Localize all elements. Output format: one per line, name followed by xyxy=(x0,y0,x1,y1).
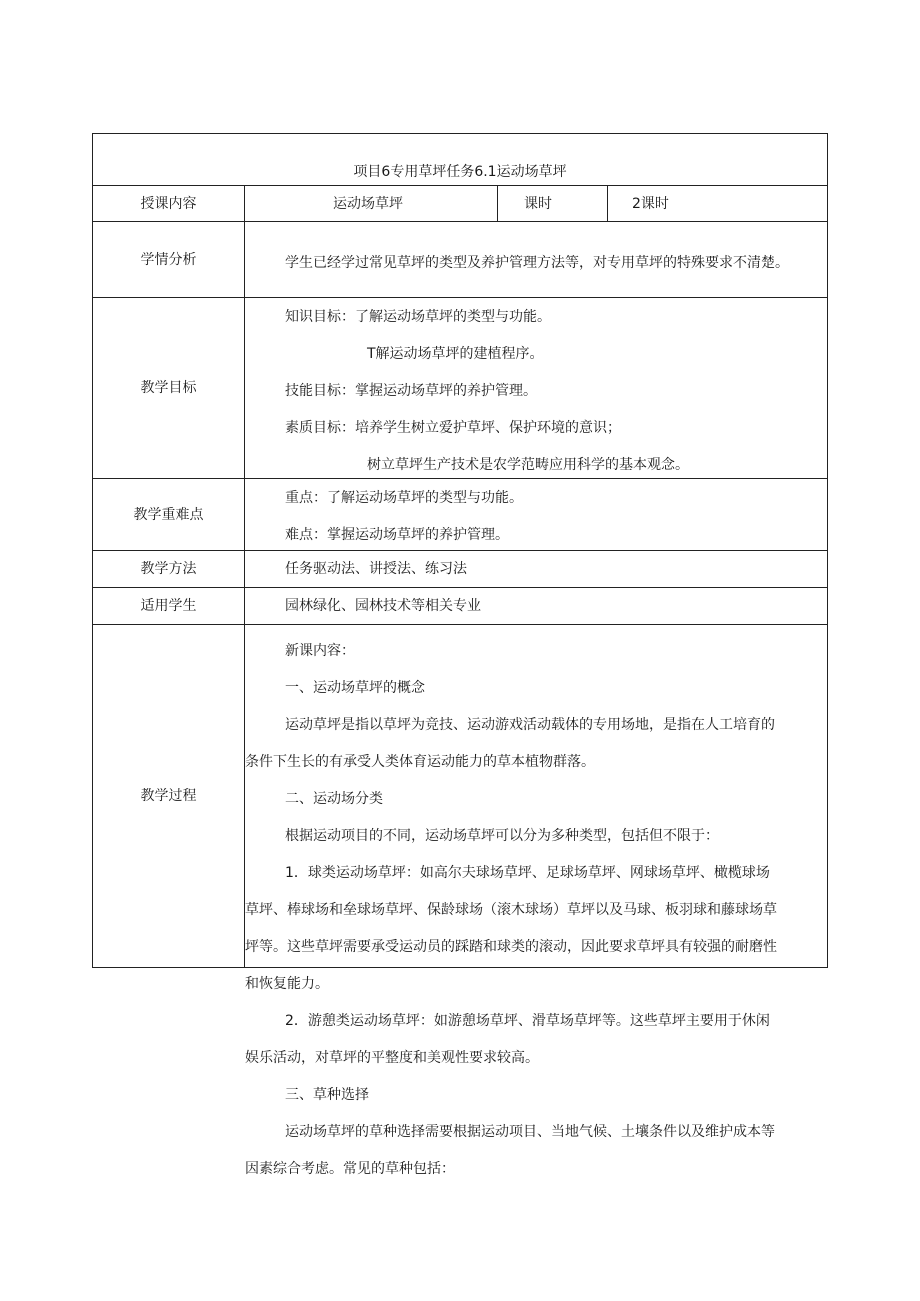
process-line: 因素综合考虑。常见的草种包括： xyxy=(245,1161,455,1177)
goal-line: T解运动场草坪的建植程序。 xyxy=(367,345,544,362)
process-line: 娱乐活动，对草坪的平整度和美观性要求较高。 xyxy=(245,1050,539,1066)
label-teaching-process: 教学过程 xyxy=(93,625,245,967)
process-line: 三、草种选择 xyxy=(285,1087,369,1103)
goal-line: 素质目标：培养学生树立爱护草坪、保护环境的意识； xyxy=(285,419,621,436)
value-learner-analysis: 学生已经学过常见草坪的类型及养护管理方法等，对专用草坪的特殊要求不清楚。 xyxy=(285,254,789,271)
process-line: 运动草坪是指以草坪为竞技、运动游戏活动载体的专用场地，是指在人工培育的 xyxy=(285,717,775,733)
key-point-line: 难点：掌握运动场草坪的养护管理。 xyxy=(285,526,509,543)
row-teaching-method xyxy=(93,550,827,587)
label-teaching-goals: 教学目标 xyxy=(93,298,245,478)
goal-line: 技能目标：掌握运动场草坪的养护管理。 xyxy=(285,382,537,399)
label-course-content: 授课内容 xyxy=(93,186,245,221)
value-course-content: 运动场草坪 xyxy=(245,186,498,221)
process-line: 坪等。这些草坪需要承受运动员的踩踏和球类的滚动，因此要求草坪具有较强的耐磨性 xyxy=(245,939,777,955)
process-line: 1．球类运动场草坪：如高尔夫球场草坪、足球场草坪、网球场草坪、橄榄球场 xyxy=(285,865,770,881)
key-point-line: 重点：了解运动场草坪的类型与功能。 xyxy=(285,489,523,506)
value-key-points xyxy=(245,479,827,550)
process-line: 条件下生长的有承受人类体育运动能力的草本植物群落。 xyxy=(245,754,595,770)
title-row xyxy=(93,134,827,185)
goal-line: 知识目标：了解运动场草坪的类型与功能。 xyxy=(285,308,551,325)
process-line: 根据运动项目的不同，运动场草坪可以分为多种类型，包括但不限于： xyxy=(285,828,719,844)
row-course-content xyxy=(93,185,827,221)
value-target-students: 园林绿化、园林技术等相关专业 xyxy=(285,598,481,614)
value-teaching-goals xyxy=(245,298,827,478)
process-line: 和恢复能力。 xyxy=(245,976,329,992)
document-title: 项目6专用草坪任务6.1运动场草坪 xyxy=(353,164,567,180)
row-key-points xyxy=(93,478,827,550)
process-line: 二、运动场分类 xyxy=(285,791,383,807)
label-target-students: 适用学生 xyxy=(93,588,245,624)
row-teaching-process xyxy=(93,624,827,1177)
row-learner-analysis xyxy=(93,221,827,297)
process-line: 运动场草坪的草种选择需要根据运动项目、当地气候、土壤条件以及维护成本等 xyxy=(285,1124,775,1140)
value-teaching-method: 任务驱动法、讲授法、练习法 xyxy=(285,561,467,577)
process-line: 一、运动场草坪的概念 xyxy=(285,680,425,696)
row-target-students xyxy=(93,587,827,624)
process-line: 草坪、棒球场和垒球场草坪、保龄球场（滚木球场）草坪以及马球、板羽球和藤球场草 xyxy=(245,902,777,918)
process-line: 2．游憩类运动场草坪：如游憩场草坪、滑草场草坪等。这些草坪主要用于休闲 xyxy=(285,1013,770,1029)
process-line: 新课内容： xyxy=(285,643,355,659)
row-teaching-goals xyxy=(93,297,827,478)
goal-line: 树立草坪生产技术是农学范畴应用科学的基本观念。 xyxy=(367,456,689,473)
lesson-plan-table xyxy=(92,133,828,1177)
label-class-hours: 课时 xyxy=(498,186,608,221)
label-teaching-method: 教学方法 xyxy=(93,551,245,587)
label-learner-analysis: 学情分析 xyxy=(93,222,245,297)
value-teaching-process xyxy=(245,625,827,1177)
value-class-hours: 2课时 xyxy=(632,195,669,212)
label-key-points: 教学重难点 xyxy=(93,479,245,550)
